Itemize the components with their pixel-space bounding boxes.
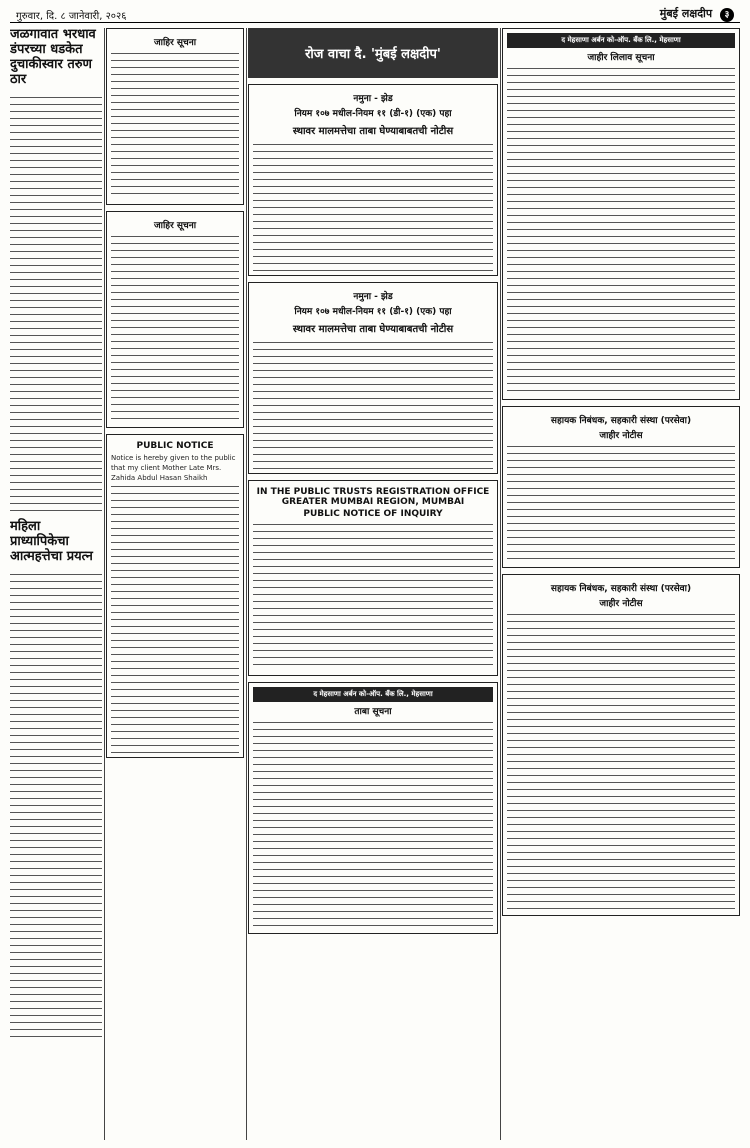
possession-notice <box>248 84 498 276</box>
notice-heading: जाहीर नोटीस <box>599 599 643 609</box>
column-divider <box>104 28 105 1140</box>
society-notice <box>502 406 740 568</box>
trust-notice <box>248 480 498 676</box>
dateline: गुरुवार, दि. ८ जानेवारी, २०२६ <box>16 11 127 22</box>
header-rule <box>10 22 740 23</box>
column-notices <box>106 28 244 1140</box>
notice-heading: जाहिर सूचना <box>153 221 197 231</box>
society-heading: सहायक निबंधक, सहकारी संस्था (परसेवा) <box>550 584 692 594</box>
notice-body <box>111 50 239 200</box>
bank-name: द मेहसाणा अर्बन को-ऑप. बँक लि., मेहसाणा <box>507 33 735 48</box>
page-number: ३ <box>720 8 734 22</box>
masthead <box>660 6 734 22</box>
public-notice-box <box>106 434 244 758</box>
notice-body <box>111 233 239 423</box>
trust-heading: IN THE PUBLIC TRUSTS REGISTRATION OFFICE GREATER MUMBAI REGION, MUMBAI <box>256 487 490 507</box>
auction-body <box>507 65 735 395</box>
form-title: नमुना - झेड <box>353 94 393 104</box>
notice-title: स्थावर मालमत्तेचा ताबा घेण्याबाबतची नोटीस <box>292 324 454 335</box>
notice-box <box>106 211 244 428</box>
column-divider <box>500 28 501 1140</box>
masthead-title: मुंबई लक्षदीप <box>659 7 713 20</box>
notice-heading: जाहिर सूचना <box>153 38 197 48</box>
bank-body <box>253 719 493 929</box>
public-notice-lead: Notice is hereby given to the public that my client Mother Late Mrs. Zahida Abdul Hasan Shaikh <box>111 454 236 483</box>
notice-title: स्थावर मालमत्तेचा ताबा घेण्याबाबतची नोटीस <box>292 126 454 137</box>
trust-notice-title: PUBLIC NOTICE OF INQUIRY <box>303 509 443 519</box>
auction-notice <box>502 28 740 400</box>
public-notice-heading: PUBLIC NOTICE <box>136 441 214 451</box>
notice-body <box>253 339 493 469</box>
column-divider <box>246 28 247 1140</box>
notice-heading: जाहीर नोटीस <box>599 431 643 441</box>
column-legal <box>248 28 498 1140</box>
rule-ref: नियम १०७ मधील-नियम ११ (डी-१) (एक) पहा <box>294 307 452 317</box>
trust-body <box>253 521 493 671</box>
form-title: नमुना - झेड <box>353 292 393 302</box>
column-auction <box>502 28 740 1140</box>
rule-ref: नियम १०७ मधील-नियम ११ (डी-१) (एक) पहा <box>294 109 452 119</box>
headline-accident: जळगावात भरधाव डंपरच्या धडकेत दुचाकीस्वार तरुण ठार <box>10 28 96 87</box>
auction-heading: जाहीर लिलाव सूचना <box>587 53 655 63</box>
notice-box <box>106 28 244 205</box>
article-body <box>10 94 102 514</box>
headline-professor: महिला प्राध्यापिकेचा आत्महत्तेचा प्रयत्न <box>10 518 93 564</box>
bank-notice <box>248 682 498 934</box>
bank-heading: ताबा सूचना <box>354 707 392 717</box>
society-notice <box>502 574 740 916</box>
column-news <box>10 28 102 1140</box>
possession-notice <box>248 282 498 474</box>
public-notice-body <box>111 483 239 753</box>
society-body <box>507 611 735 911</box>
promo-banner: रोज वाचा दै. 'मुंबई लक्षदीप' <box>248 28 498 78</box>
society-heading: सहायक निबंधक, सहकारी संस्था (परसेवा) <box>550 416 692 426</box>
notice-body <box>253 141 493 271</box>
bank-name: द मेहसाणा अर्बन को-ऑप. बँक लि., मेहसाणा <box>253 687 493 702</box>
society-body <box>507 443 735 563</box>
article-body <box>10 571 102 1041</box>
